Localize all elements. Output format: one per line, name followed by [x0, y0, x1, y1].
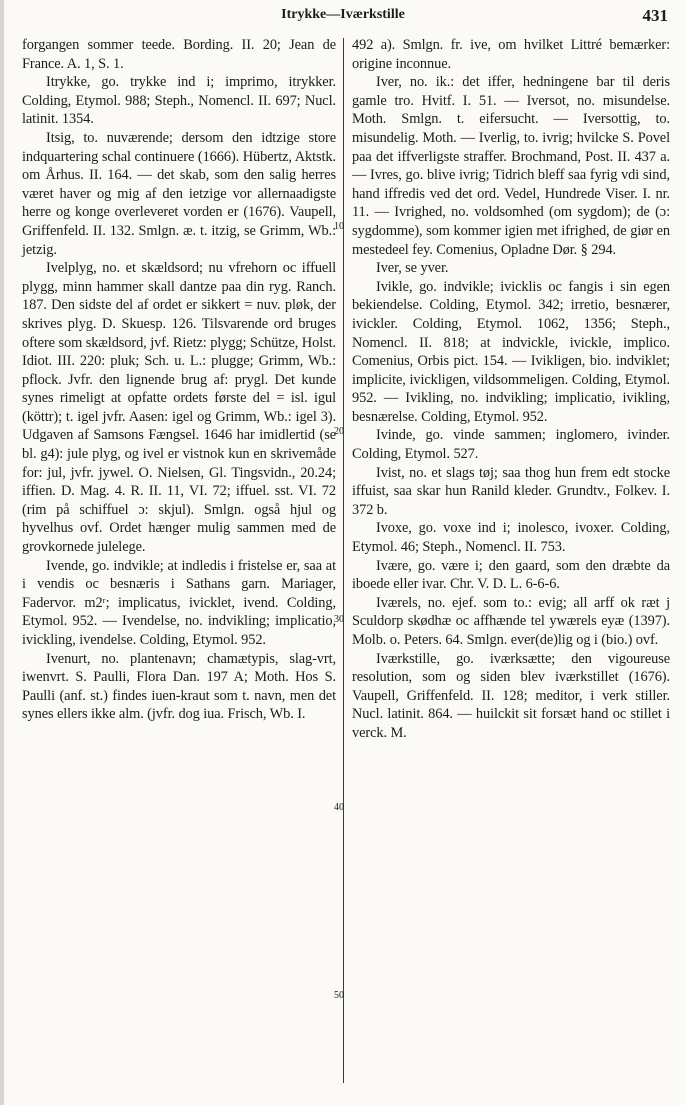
dictionary-entry: Ivoxe, go. voxe ind i; inolesco, ivoxer. Colding, Etymol. 46; Steph., Nomencl. II. 753.	[352, 520, 670, 556]
dictionary-entry: Ivære, go. være i; den gaard, som den dræbte da iboede eller ivar. Chr. V. D. L. 6-6-6.	[352, 557, 670, 593]
dictionary-entry: Ivikle, go. indvikle; ivicklis oc fangis i sin egen bekiendelse. Colding, Etymol. 342; irretio, besnærer, ivickler. Colding, Etymol. 1062, 1356; Steph., Nomencl. II. 818; at indvickle, ivickle, implico. Comenius, Orbis pict. 154. — Ivikligen, bio. indviklet; implicite, ivickligen, vildsommeligen. Colding, Etymol. 952. — Ivikling, no. indvikling; implicatio, ivikling, besnærelse. Colding, Etymol. 952.	[352, 278, 670, 425]
dictionary-entry: 492 a). Smlgn. fr. ive, om hvilket Littré bemærker: origine inconnue.	[352, 37, 670, 72]
line-number: 40	[334, 802, 344, 813]
page-left-edge	[0, 0, 4, 1105]
line-number: 20	[334, 426, 344, 437]
column-divider	[343, 38, 344, 1083]
line-number: 50	[334, 990, 344, 1001]
dictionary-entry: Iværels, no. ejef. som to.: evig; all arff ok ræt j Sculdorp skødhæ oc affhænde tel ywærels eyæ (1397). Molb. o. Peters. 64. Smlgn. ever(de)lig og i (bio.) ovf.	[352, 594, 670, 648]
dictionary-entry: Iver, no. ik.: det iffer, hedningene bar til deris gamle tro. Hvitf. I. 51. — Iversot, no. misundelse. Moth. Smlgn. t. eifersucht. — Iversottig, to. misundelig. Moth. — Iverlig, to. ivrig; hvilcke S. Povel paa det iffverligste straffer. Brochmand, Post. II. 437 a. — Ivres, go. blive ivrig; Tidrich bleff saa fyrig vdi sind, hand iffredis ved det ord. Vedel, Hundrede Viser. I. nr. 11. — Ivrighed, no. voldsomhed (om sygdom); de (ɔ: sygdomme), som kommer igien met ifrighed, de giør en mestedeel fey. Comenius, Opladne Dør. § 294.	[352, 74, 670, 258]
dictionary-entry: Itsig, to. nuværende; dersom den idtzige store indquartering schal continuere (1666). Hübertz, Aktstk. om Århus. II. 164. — det skab, som den salig herres været haver og mig af den ietzige vor allernaadigste herre og konge overleveret vorden er (1676). Vaupell, Griffenfeld. II. 132. Smlgn. æ. t. itzig, se Grimm, Wb.: jetzig.	[22, 129, 336, 258]
dictionary-entry: Iver, se yver.	[376, 260, 449, 277]
dictionary-entry: forgangen sommer teede. Bording. II. 20; Jean de France. A. 1, S. 1.	[22, 37, 336, 72]
dictionary-entry: Ivende, go. indvikle; at indledis i fristelse er, saa at i vendis oc besnæris i Sathans garn. Mariager, Fadervor. m2ʳ; implicatus, ivicklet, ivend. Colding, Etymol. 952. — Ivendelse, no. indvikling; implicatio, ivickling, ivendelse. Colding, Etymol. 952.	[22, 557, 336, 648]
dictionary-entry: Itrykke, go. trykke ind i; imprimo, itrykker. Colding, Etymol. 988; Steph., Nomencl. II. 697; Nucl. latinit. 1354.	[22, 74, 336, 128]
dictionary-entry: Iværkstille, go. iværksætte; den vigoureuse resolution, som og siden blev iværkstillet (1676). Vaupell, Griffenfeld. II. 128; meditor, i verk stiller. Nucl. latinit. 864. — huilckit sit forsæt hand oc stillet i verck. M.	[352, 650, 670, 741]
right-column	[352, 36, 670, 743]
running-title: Itrykke—Iværkstille	[281, 7, 405, 22]
dictionary-entry: Ivelplyg, no. et skældsord; nu vfrehorn oc iffuell plygg, minn hammer skall dantze paa din ryg. Ranch. 187. Den sidste del af ordet er sikkert = nuv. pløk, der skrives plyg. D. Skuesp. 126. Tilsvarende ord bruges oftere som skældsord, jvf. Rietz: plygg; Schütze, Holst. Idiot. III. 220: pluk; Sch. u. L.: plugge; Grimm, Wb.: pflock. Jvfr. den lignende brug af: prygl. Det kunde synes rimeligt at opfatte ordets første del = isl. igul (köttr); t. igel jvfr. Aasen: igel og Grimm, Wb.: igel 3). Udgaven af Samsons Fængsel. 1646 har imidlertid (se bl. g4): jule plyg, og ivel er vistnok kun en skrivemåde for: jul, jvfr. jywel. O. Nielsen, Gl. Tingsvidn., 20.24; iffien. D. Mag. 4. R. II. 11, VI. 72; iffuel. sst. VI. 72 (rim på schiffuel ɔ: skjul). Smlgn. også hjul og hyvelhus ovf. Ordet hænger mulig sammen med de grovkornede julelege.	[22, 260, 336, 556]
dictionary-entry: Ivinde, go. vinde sammen; inglomero, ivinder. Colding, Etymol. 527.	[352, 427, 670, 463]
dictionary-entry: Ivenurt, no. plantenavn; chamætypis, slag-vrt, iwenvrt. S. Paulli, Flora Dan. 197 A; Moth. Hos S. Paulli (anf. st.) findes iuen-kraut som t. navn, men det synes ellers ikke alm. (jvfr. dog iua. Frisch, Wb. I.	[22, 650, 336, 723]
dictionary-entry: Ivist, no. et slags tøj; saa thog hun frem edt stocke iffuist, saa skar hun Ranild kleder. Grundtv., Folkev. I. 372 b.	[352, 464, 670, 518]
page-header	[18, 6, 668, 28]
left-column	[22, 36, 336, 724]
page-number: 431	[642, 6, 668, 25]
line-number: 10	[334, 221, 344, 232]
line-number: 30	[334, 614, 344, 625]
